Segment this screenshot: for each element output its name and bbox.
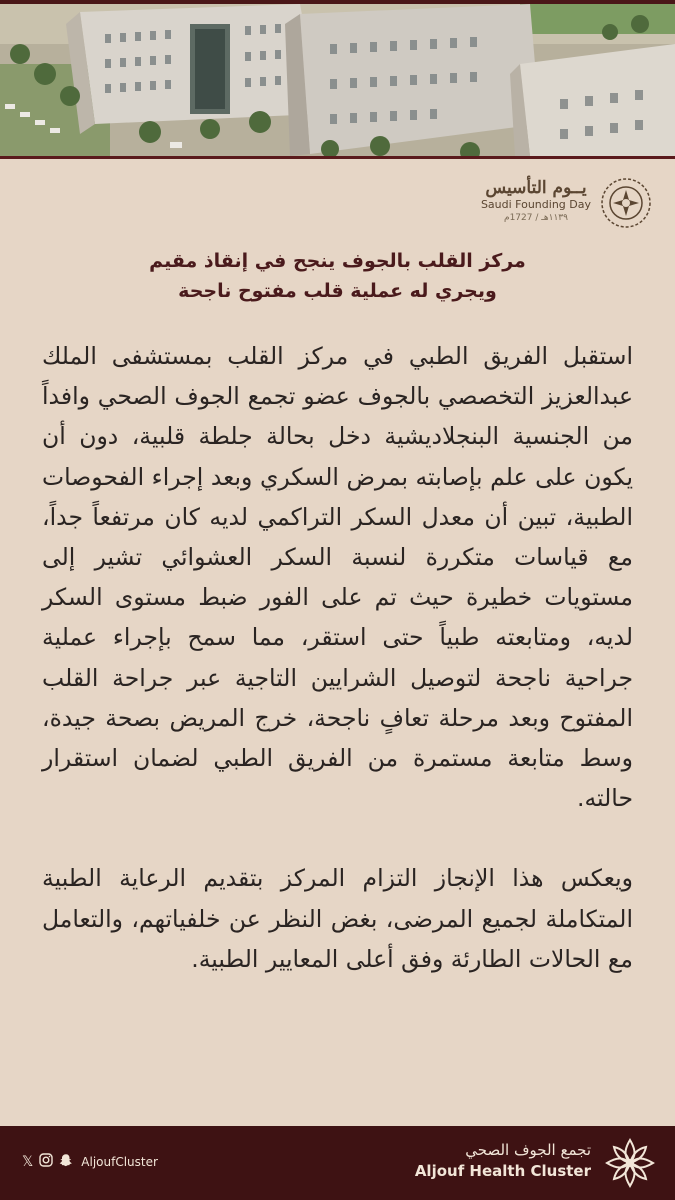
footer-bar	[0, 1126, 675, 1200]
paragraph-2: ويعكس هذا الإنجاز التزام المركز بتقديم الرعاية الطبية المتكاملة لجميع المرضى، بغض النظر عن خلفياتهم، والتعامل مع الحالات الطارئة وفق أعلى المعايير الطبية.	[42, 864, 633, 973]
founding-day-arabic: يــوم التأسيس	[485, 178, 587, 198]
founding-day-english: Saudi Founding Day	[480, 198, 591, 211]
photo-divider	[0, 156, 675, 159]
instagram-icon[interactable]	[39, 1153, 53, 1171]
paragraph-1: استقبل الفريق الطبي في مركز القلب بمستشفى الملك عبدالعزيز التخصصي بالجوف عضو تجمع الجوف الصحي وافداً من الجنسية البنجلاديشية دخل بحالة جلطة قلبية، دون أن يكون على علم بإصابته بمرض السكري وبعد إجراء الفحوصات الطبية، تبين أن معدل السكر التراكمي لديه كان مرتفعاً جداً، مع قياسات متكررة لنسبة السكر العشوائي تشير إلى مستويات خطيرة حيث تم على الفور ضبط مستوى السكر لديه، ومتابعته طبياً حتى استقر، مما سمح بإجراء عملية جراحية ناجحة لتوصيل الشرايين التاجية عبر جراحة القلب المفتوح وبعد مرحلة تعافٍ ناجحة، خرج المريض بصحة جيدة، وسط متابعة مستمرة من الفريق الطبي لضمان استقرار حالته.	[42, 342, 633, 813]
brand-name-arabic: تجمع الجوف الصحي	[465, 1141, 591, 1159]
brand-name-english: Aljouf Health Cluster	[414, 1162, 591, 1180]
headline-line-2: ويجري له عملية قلب مفتوح ناجحة	[178, 280, 497, 302]
x-icon[interactable]: 𝕏	[22, 1154, 34, 1170]
founding-day-emblem-icon	[599, 176, 653, 230]
article-body	[42, 336, 633, 979]
saudi-founding-day-logo	[473, 176, 653, 232]
founding-day-years: ١١٣٩هـ / 1727م	[503, 213, 568, 223]
hospital-aerial-photo	[0, 4, 675, 156]
aljouf-cluster-logo-icon	[603, 1136, 657, 1190]
headline-line-1: مركز القلب بالجوف ينجح في إنقاذ مقيم	[149, 250, 526, 272]
headline	[60, 246, 615, 306]
social-links	[22, 1153, 158, 1171]
social-handle[interactable]: AljoufCluster	[81, 1155, 158, 1169]
snapchat-icon[interactable]	[59, 1153, 73, 1171]
